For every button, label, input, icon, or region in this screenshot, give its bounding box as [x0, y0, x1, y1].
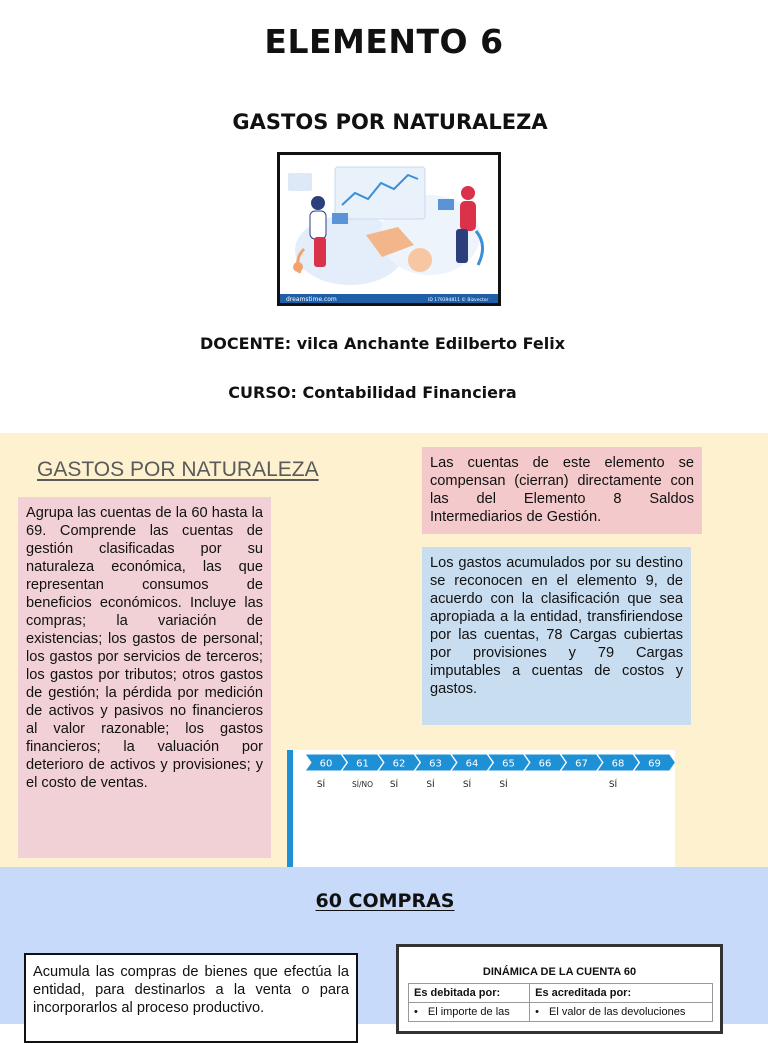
bullet-icon: • — [414, 1006, 418, 1018]
account-number-65: 65 — [502, 758, 515, 770]
account-mark-68: SÍ — [608, 780, 618, 790]
account-mark-61: SÍ/NO — [351, 780, 374, 789]
description-box-compensan: Las cuentas de este elemento se compensan (cierran) directamente con las del Elemento 8 Saldos Intermediarios de Gestión. — [422, 447, 702, 534]
dinamica-credit-item — [530, 1003, 713, 1022]
account-number-61: 61 — [356, 758, 369, 770]
dinamica-credit-header: Es acreditada por: — [530, 984, 713, 1003]
illustration-footer-right: ID 179394811 © Bizvector — [428, 298, 489, 303]
dinamica-debit-text: El importe de las — [427, 1006, 510, 1018]
account-number-67: 67 — [575, 758, 588, 770]
accounts-chevron-table — [287, 750, 675, 868]
account-number-64: 64 — [465, 758, 479, 770]
account-mark-60: SÍ — [316, 780, 326, 790]
bullet-icon: • — [535, 1006, 539, 1018]
account-number-69: 69 — [648, 758, 661, 770]
description-box-agrupa: Agrupa las cuentas de la 60 hasta la 69. Comprende las cuentas de gestión clasificadas por su naturaleza económica, las que representan consumos de beneficios económicos. Incluye las compras; la variación de existencias; los gastos de personal; los gastos por servicios de terceros; los gastos por tributos; otros gastos de gestión; la pérdida por medición de activos y pasivos no financieros al valor razonable; los gastos financieros; la valuación por deterioro de activos y provisiones; y el costo de ventas. — [18, 497, 271, 858]
course-label: CURSO: Contabilidad Financiera — [228, 383, 517, 402]
dinamica-title: DINÁMICA DE LA CUENTA 60 — [482, 966, 637, 978]
dinamica-debit-item — [409, 1003, 530, 1022]
account-mark-63: SÍ — [426, 780, 435, 790]
account-number-66: 66 — [538, 758, 552, 770]
page-title: ELEMENTO 6 — [264, 22, 504, 61]
account-number-62: 62 — [392, 758, 406, 770]
dinamica-debit-header: Es debitada por: — [409, 984, 530, 1003]
section-heading-compras: 60 COMPRAS — [315, 890, 455, 912]
description-box-gastos-acumulados: Los gastos acumulados por su destino se reconocen en el elemento 9, de acuerdo con la clasificación que sea apropiada a la entidad, transfiriendose por las cuentas, 78 Cargas cubiertas por provisiones y 79 Cargas imputables a cuentas de costos y gastos. — [422, 547, 691, 725]
account-mark-62: SÍ — [389, 780, 399, 790]
account-mark-64: SÍ — [462, 780, 472, 790]
account-mark-65: SÍ — [499, 780, 508, 790]
description-box-acumula: Acumula las compras de bienes que efectúa la entidad, para destinarlos a la venta o para incorporarlos al proceso productivo. — [24, 953, 358, 1043]
dinamica-cuenta-table — [396, 944, 723, 1034]
account-number-68: 68 — [611, 758, 625, 770]
section-heading: GASTOS POR NATURALEZA — [37, 458, 319, 481]
account-number-60: 60 — [319, 758, 333, 770]
dinamica-grid — [408, 983, 713, 1022]
accounts-chevron-graphic — [287, 750, 675, 868]
account-number-63: 63 — [429, 758, 442, 770]
page-subtitle: GASTOS POR NATURALEZA — [232, 110, 548, 134]
illustration-footer-left: dreamstime.com — [286, 296, 337, 303]
teacher-label: DOCENTE: vilca Anchante Edilberto Felix — [199, 334, 566, 353]
illustration-graphic — [280, 155, 498, 303]
dinamica-credit-text: El valor de las devoluciones — [548, 1006, 686, 1018]
business-people-chart-illustration — [277, 152, 501, 306]
